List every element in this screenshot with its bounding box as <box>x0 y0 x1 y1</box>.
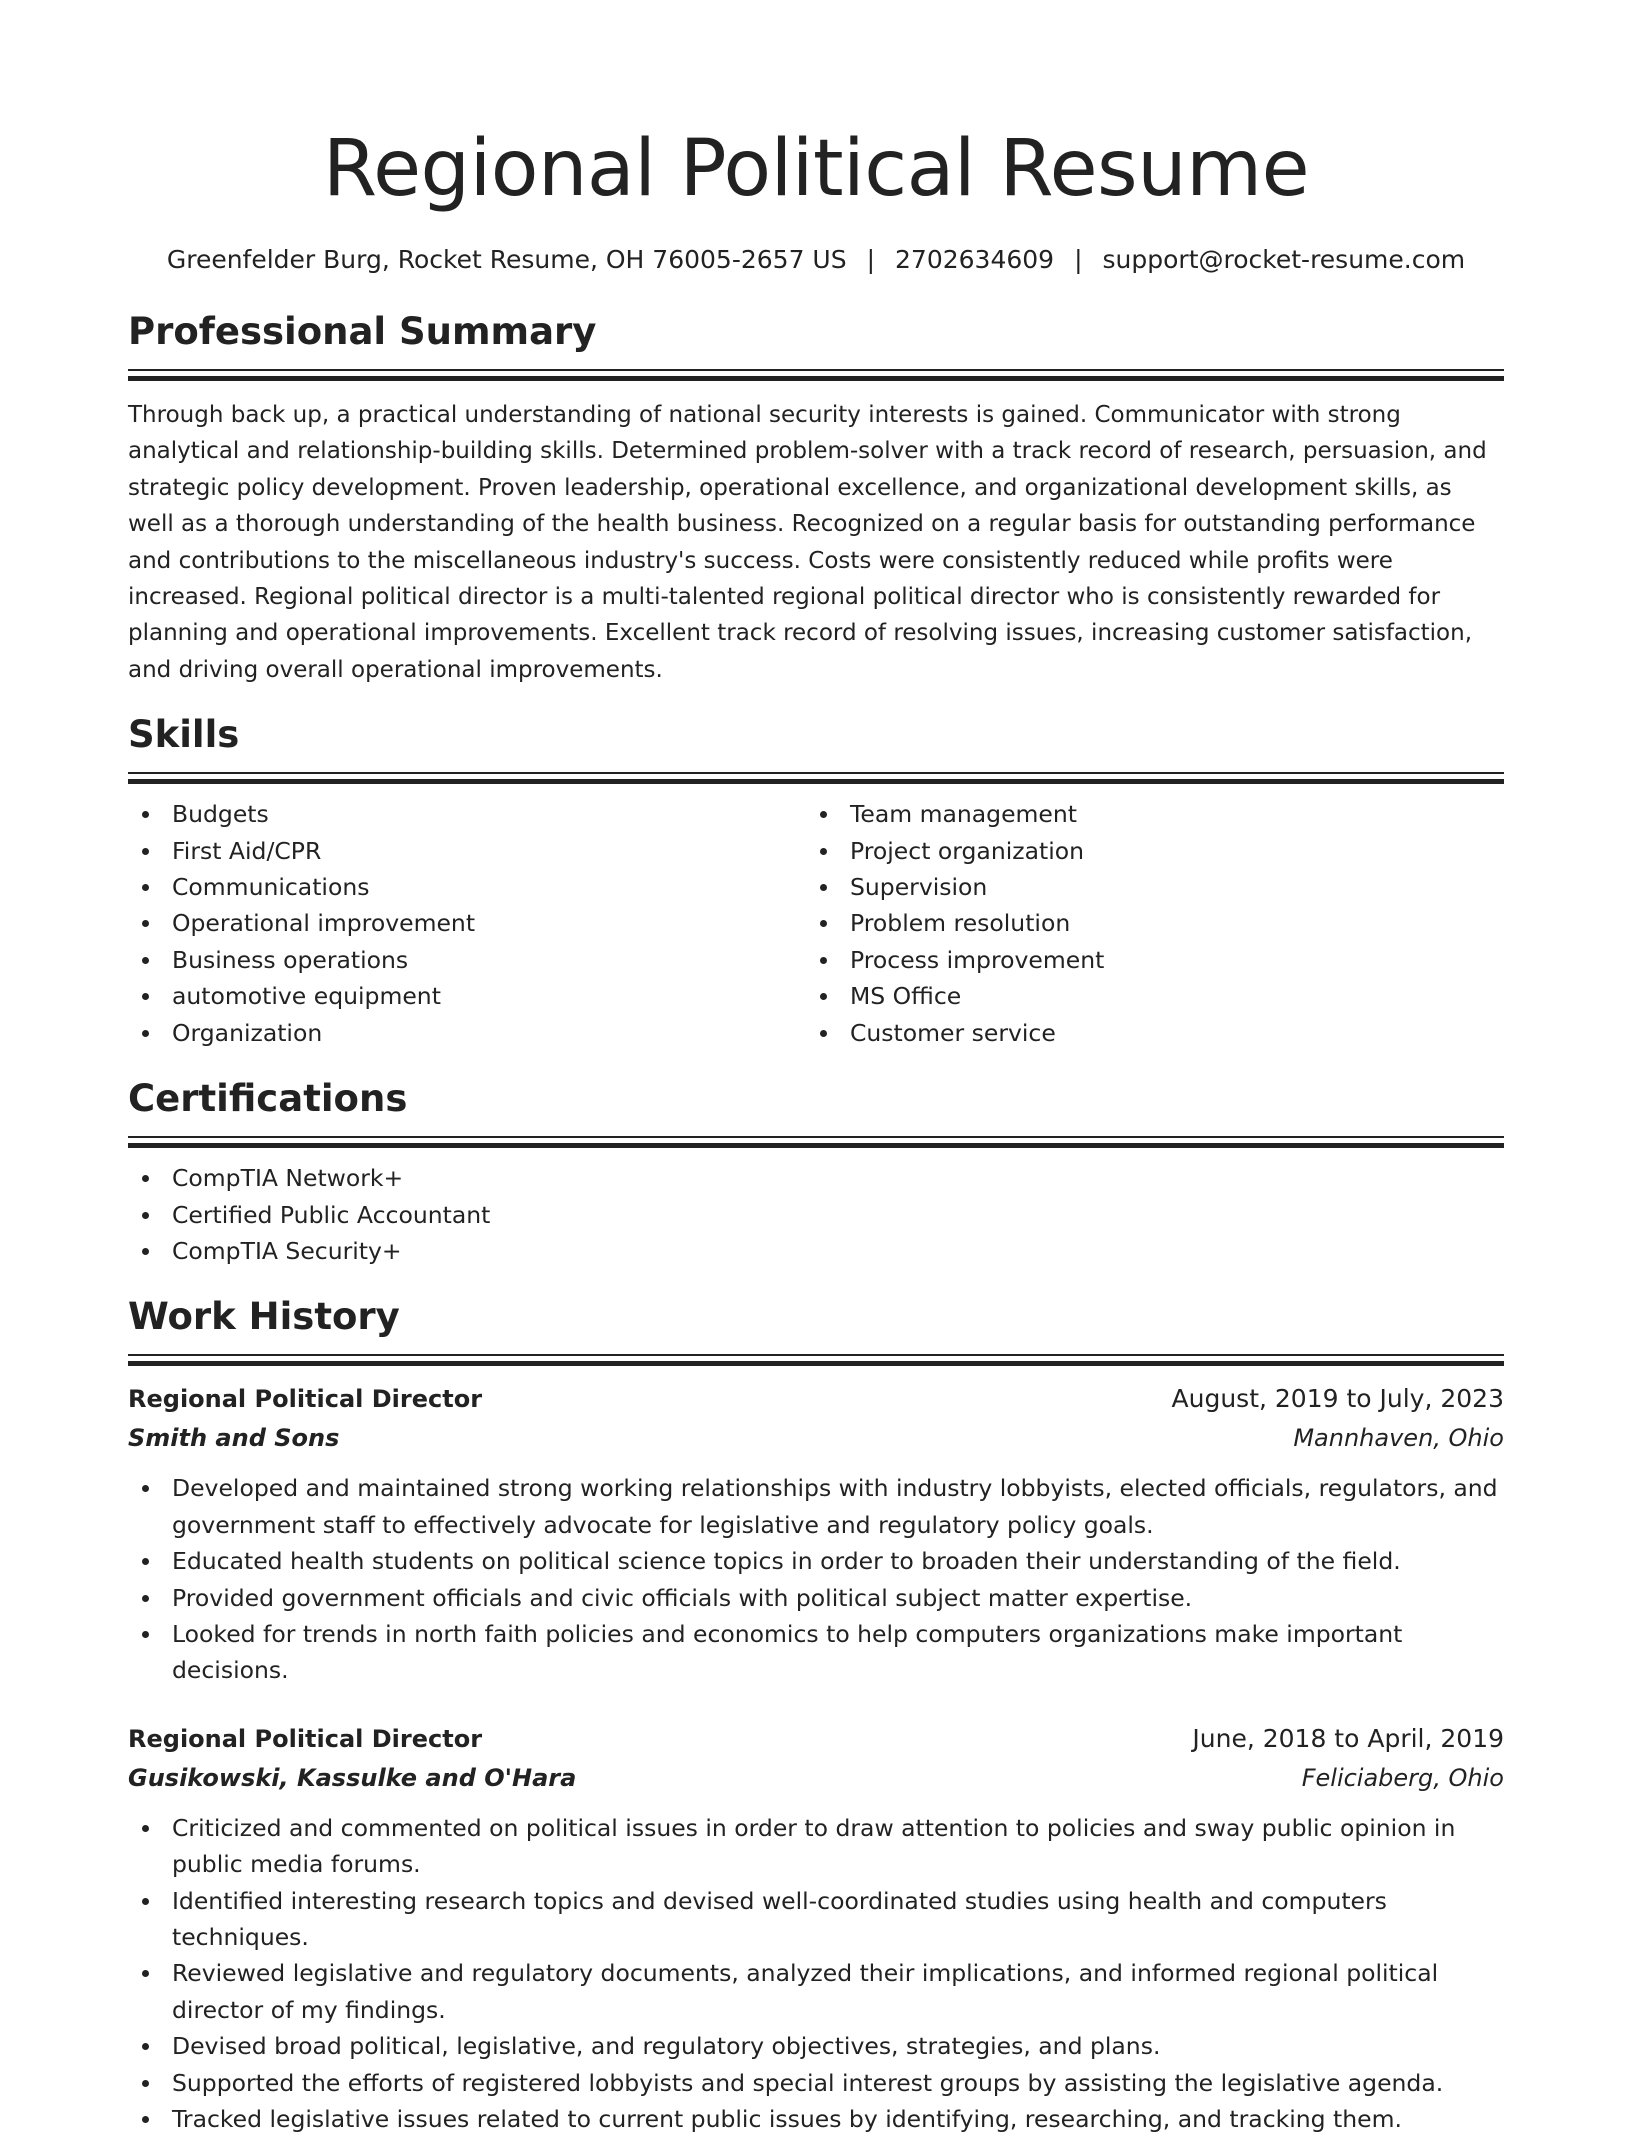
job-duty-item: Supported the efforts of registered lobbyists and special interest groups by assisting the legislative agenda. <box>128 2065 1504 2101</box>
skill-item: automotive equipment <box>128 978 806 1014</box>
job-dates: August, 2019 to July, 2023 <box>1171 1384 1504 1414</box>
job-subheader-row <box>128 1418 1504 1458</box>
skill-item: Customer service <box>806 1015 1484 1051</box>
skill-item: Process improvement <box>806 942 1484 978</box>
skill-item: Business operations <box>128 942 806 978</box>
job-duty-item: Reviewed legislative and regulatory documents, analyzed their implications, and informed regional political director of my findings. <box>128 1955 1504 2028</box>
skills-grid <box>128 796 1504 1051</box>
skill-item: Team management <box>806 796 1484 832</box>
skills-section <box>128 713 1504 1051</box>
resume-title: Regional Political Resume <box>322 124 1310 214</box>
section-heading: Certifications <box>128 1077 408 1121</box>
skills-left-list <box>128 796 806 1051</box>
job-duties-list <box>128 1810 1504 2137</box>
section-divider <box>128 1136 1504 1148</box>
job-company: Smith and Sons <box>128 1424 340 1453</box>
job-location: Feliciaberg, Ohio <box>1301 1763 1504 1792</box>
skill-item: Budgets <box>128 796 806 832</box>
job-entry <box>128 1380 1504 1688</box>
work-history-section <box>128 1295 1504 2137</box>
job-duty-item: Devised broad political, legislative, and regulatory objectives, strategies, and plans. <box>128 2028 1504 2064</box>
section-heading: Work History <box>128 1295 400 1339</box>
certifications-section <box>128 1077 1504 1269</box>
certification-item: Certified Public Accountant <box>128 1197 1504 1233</box>
certifications-list <box>128 1160 1504 1269</box>
job-duty-item: Tracked legislative issues related to current public issues by identifying, researching, and tracking them. <box>128 2101 1504 2137</box>
job-duty-item: Criticized and commented on political issues in order to draw attention to policies and sway public opinion in public media forums. <box>128 1810 1504 1883</box>
job-location: Mannhaven, Ohio <box>1293 1424 1504 1453</box>
skills-right-list <box>806 796 1484 1051</box>
job-dates: June, 2018 to April, 2019 <box>1192 1723 1504 1753</box>
job-subheader-row <box>128 1758 1504 1798</box>
section-divider <box>128 772 1504 784</box>
certification-item: CompTIA Security+ <box>128 1233 1504 1269</box>
certification-item: CompTIA Network+ <box>128 1160 1504 1196</box>
section-divider <box>128 1354 1504 1366</box>
skill-item: MS Office <box>806 978 1484 1014</box>
contact-phone: 2702634609 <box>895 245 1055 274</box>
job-duty-item: Educated health students on political science topics in order to broaden their understanding of the field. <box>128 1543 1504 1579</box>
contact-separator: | <box>866 245 876 274</box>
job-title: Regional Political Director <box>128 1724 483 1753</box>
job-duties-list <box>128 1470 1504 1688</box>
job-header-row <box>128 1720 1504 1758</box>
skill-item: Project organization <box>806 833 1484 869</box>
job-company: Gusikowski, Kassulke and O'Hara <box>128 1763 577 1792</box>
job-header-row <box>128 1380 1504 1418</box>
skill-item: Operational improvement <box>128 905 806 941</box>
job-duty-item: Developed and maintained strong working relationships with industry lobbyists, elected officials, regulators, and government staff to effectively advocate for legislative and regulatory policy goals. <box>128 1470 1504 1543</box>
summary-section <box>128 310 1504 688</box>
contact-email: support@rocket-resume.com <box>1102 245 1466 274</box>
job-title: Regional Political Director <box>128 1385 483 1414</box>
summary-text: Through back up, a practical understanding of national security interests is gained. Communicator with strong analytical and relationship-building skills. Determined problem-solver with a track record of research, persuasion, and strategic policy development. Proven leadership, operational excellence, and organizational development skills, as well as a thorough understanding of the health business. Recognized on a regular basis for outstanding performance and contributions to the miscellaneous industry's success. Costs were consistently reduced while profits were increased. Regional political director is a multi-talented regional political director who is consistently rewarded for planning and operational improvements. Excellent track record of resolving issues, increasing customer satisfaction, and driving overall operational improvements. <box>128 402 1487 683</box>
job-duty-item: Provided government officials and civic officials with political subject matter expertise. <box>128 1580 1504 1616</box>
contact-address: Greenfelder Burg, Rocket Resume, OH 76005-2657 US <box>166 245 847 274</box>
section-divider <box>128 369 1504 381</box>
contact-line <box>128 243 1504 277</box>
skill-item: Organization <box>128 1015 806 1051</box>
job-duty-item: Looked for trends in north faith policies and economics to help computers organizations make important decisions. <box>128 1616 1504 1689</box>
section-heading: Professional Summary <box>128 310 597 353</box>
job-entry <box>128 1720 1504 2137</box>
skill-item: Communications <box>128 869 806 905</box>
job-duty-item: Identified interesting research topics and devised well-coordinated studies using health and computers techniques. <box>128 1883 1504 1956</box>
section-heading: Skills <box>128 713 240 757</box>
skill-item: Problem resolution <box>806 905 1484 941</box>
skill-item: Supervision <box>806 869 1484 905</box>
skill-item: First Aid/CPR <box>128 833 806 869</box>
contact-separator: | <box>1074 245 1083 274</box>
